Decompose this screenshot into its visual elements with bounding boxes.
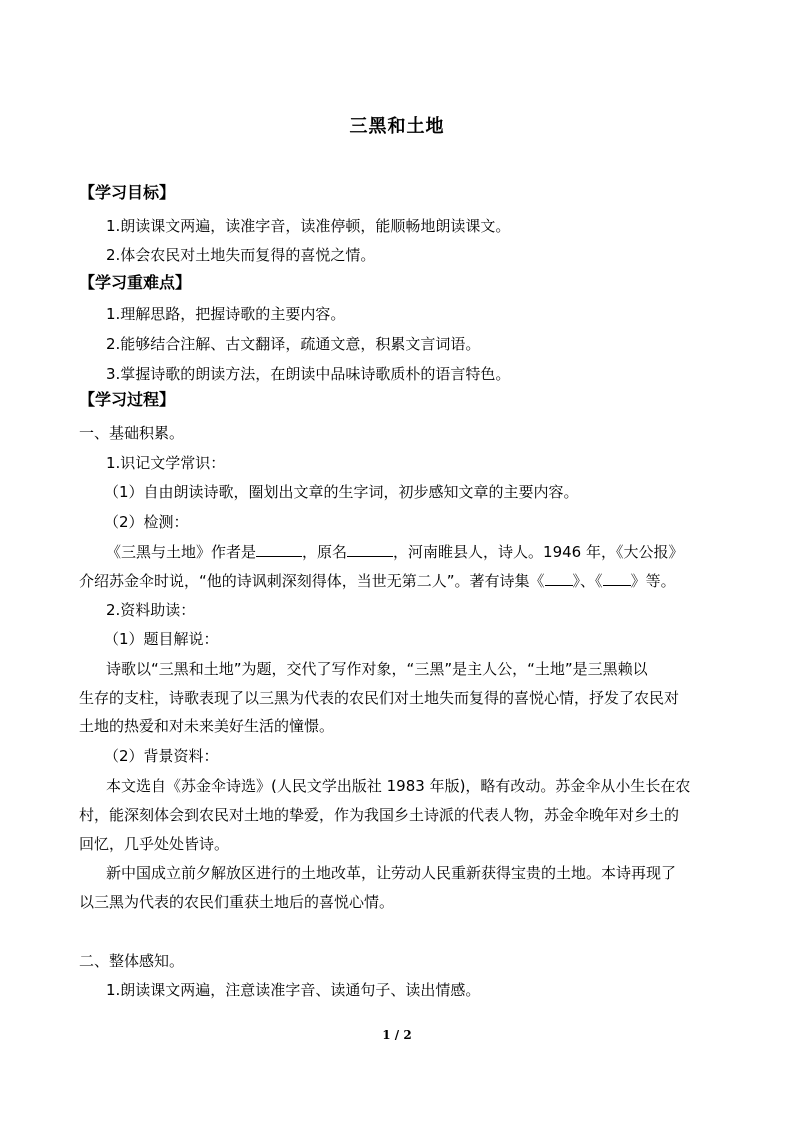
subitem-1-2a: （1）题目解说： xyxy=(104,630,219,648)
subitem-1-1b: （2）检测： xyxy=(104,513,189,531)
part-heading-2: 二、整体感知。 xyxy=(79,952,185,970)
focus-item-3: 3.掌握诗歌的朗读方法，在朗读中品味诗歌质朴的语言特色。 xyxy=(106,365,511,383)
section-heading-goals: 【学习目标】 xyxy=(79,183,176,202)
page-number: 1 / 2 xyxy=(382,1028,412,1042)
explanation-line-1: 诗歌以“三黑和土地”为题，交代了写作对象，“三黑”是主人公，“土地”是三黑赖以 xyxy=(106,660,648,678)
page-title: 三黑和土地 xyxy=(349,116,445,137)
quiz-text-e: 》、《 xyxy=(572,572,603,590)
background-line-2: 村，能深刻体会到农民对土地的挚爱，作为我国乡土诗派的代表人物，苏金伞晚年对乡土的 xyxy=(79,806,680,824)
quiz-text-c: ，河南睢县人，诗人。1946 年，《大公报》 xyxy=(393,543,684,561)
goal-item-2: 2.体会农民对土地失而复得的喜悦之情。 xyxy=(106,246,376,264)
background-line-4: 新中国成立前夕解放区进行的土地改革，让劳动人民重新获得宝贵的土地。本诗再现了 xyxy=(106,864,677,882)
explanation-line-2: 生存的支柱，诗歌表现了以三黑为代表的农民们对土地失而复得的喜悦心情，抒发了农民对 xyxy=(79,689,680,707)
quiz-line-1 xyxy=(106,542,683,562)
goal-item-1: 1.朗读课文两遍，读准字音，读准停顿，能顺畅地朗读课文。 xyxy=(106,217,511,235)
quiz-text-a: 《三黑与土地》作者是 xyxy=(106,543,257,561)
subsection-1-1: 1.识记文学常识： xyxy=(106,454,226,472)
subsection-1-2: 2.资料助读： xyxy=(106,601,196,619)
focus-item-1: 1.理解思路，把握诗歌的主要内容。 xyxy=(106,305,346,323)
background-line-1: 本文选自《苏金伞诗选》(人民文学出版社 1983 年版)，略有改动。苏金伞从小生长在农 xyxy=(106,777,691,795)
quiz-text-f: 》等。 xyxy=(630,572,676,590)
part-heading-1: 一、基础积累。 xyxy=(79,424,185,442)
section-heading-focus: 【学习重难点】 xyxy=(79,273,192,292)
author-blank[interactable] xyxy=(256,542,302,557)
poetry-collection-blank-1[interactable] xyxy=(545,571,573,586)
original-name-blank[interactable] xyxy=(347,542,393,557)
subitem-1-1a: （1）自由朗读诗歌，圈划出文章的生字词，初步感知文章的主要内容。 xyxy=(104,483,579,501)
background-line-3: 回忆，几乎处处皆诗。 xyxy=(79,835,230,853)
subsection-2-1: 1.朗读课文两遍，注意读准字音、读通句子、读出情感。 xyxy=(106,981,481,999)
poetry-collection-blank-2[interactable] xyxy=(603,571,631,586)
background-line-5: 以三黑为代表的农民们重获土地后的喜悦心情。 xyxy=(79,893,395,911)
quiz-text-b: ，原名 xyxy=(302,543,348,561)
focus-item-2: 2.能够结合注解、古文翻译，疏通文意，积累文言词语。 xyxy=(106,335,481,353)
subitem-1-2b: （2）背景资料： xyxy=(104,747,219,765)
quiz-line-2 xyxy=(79,571,676,591)
quiz-text-d: 介绍苏金伞时说，“他的诗讽刺深刻得体，当世无第二人”。著有诗集《 xyxy=(79,572,545,590)
explanation-line-3: 土地的热爱和对未来美好生活的憧憬。 xyxy=(79,717,335,735)
section-heading-process: 【学习过程】 xyxy=(79,390,176,409)
